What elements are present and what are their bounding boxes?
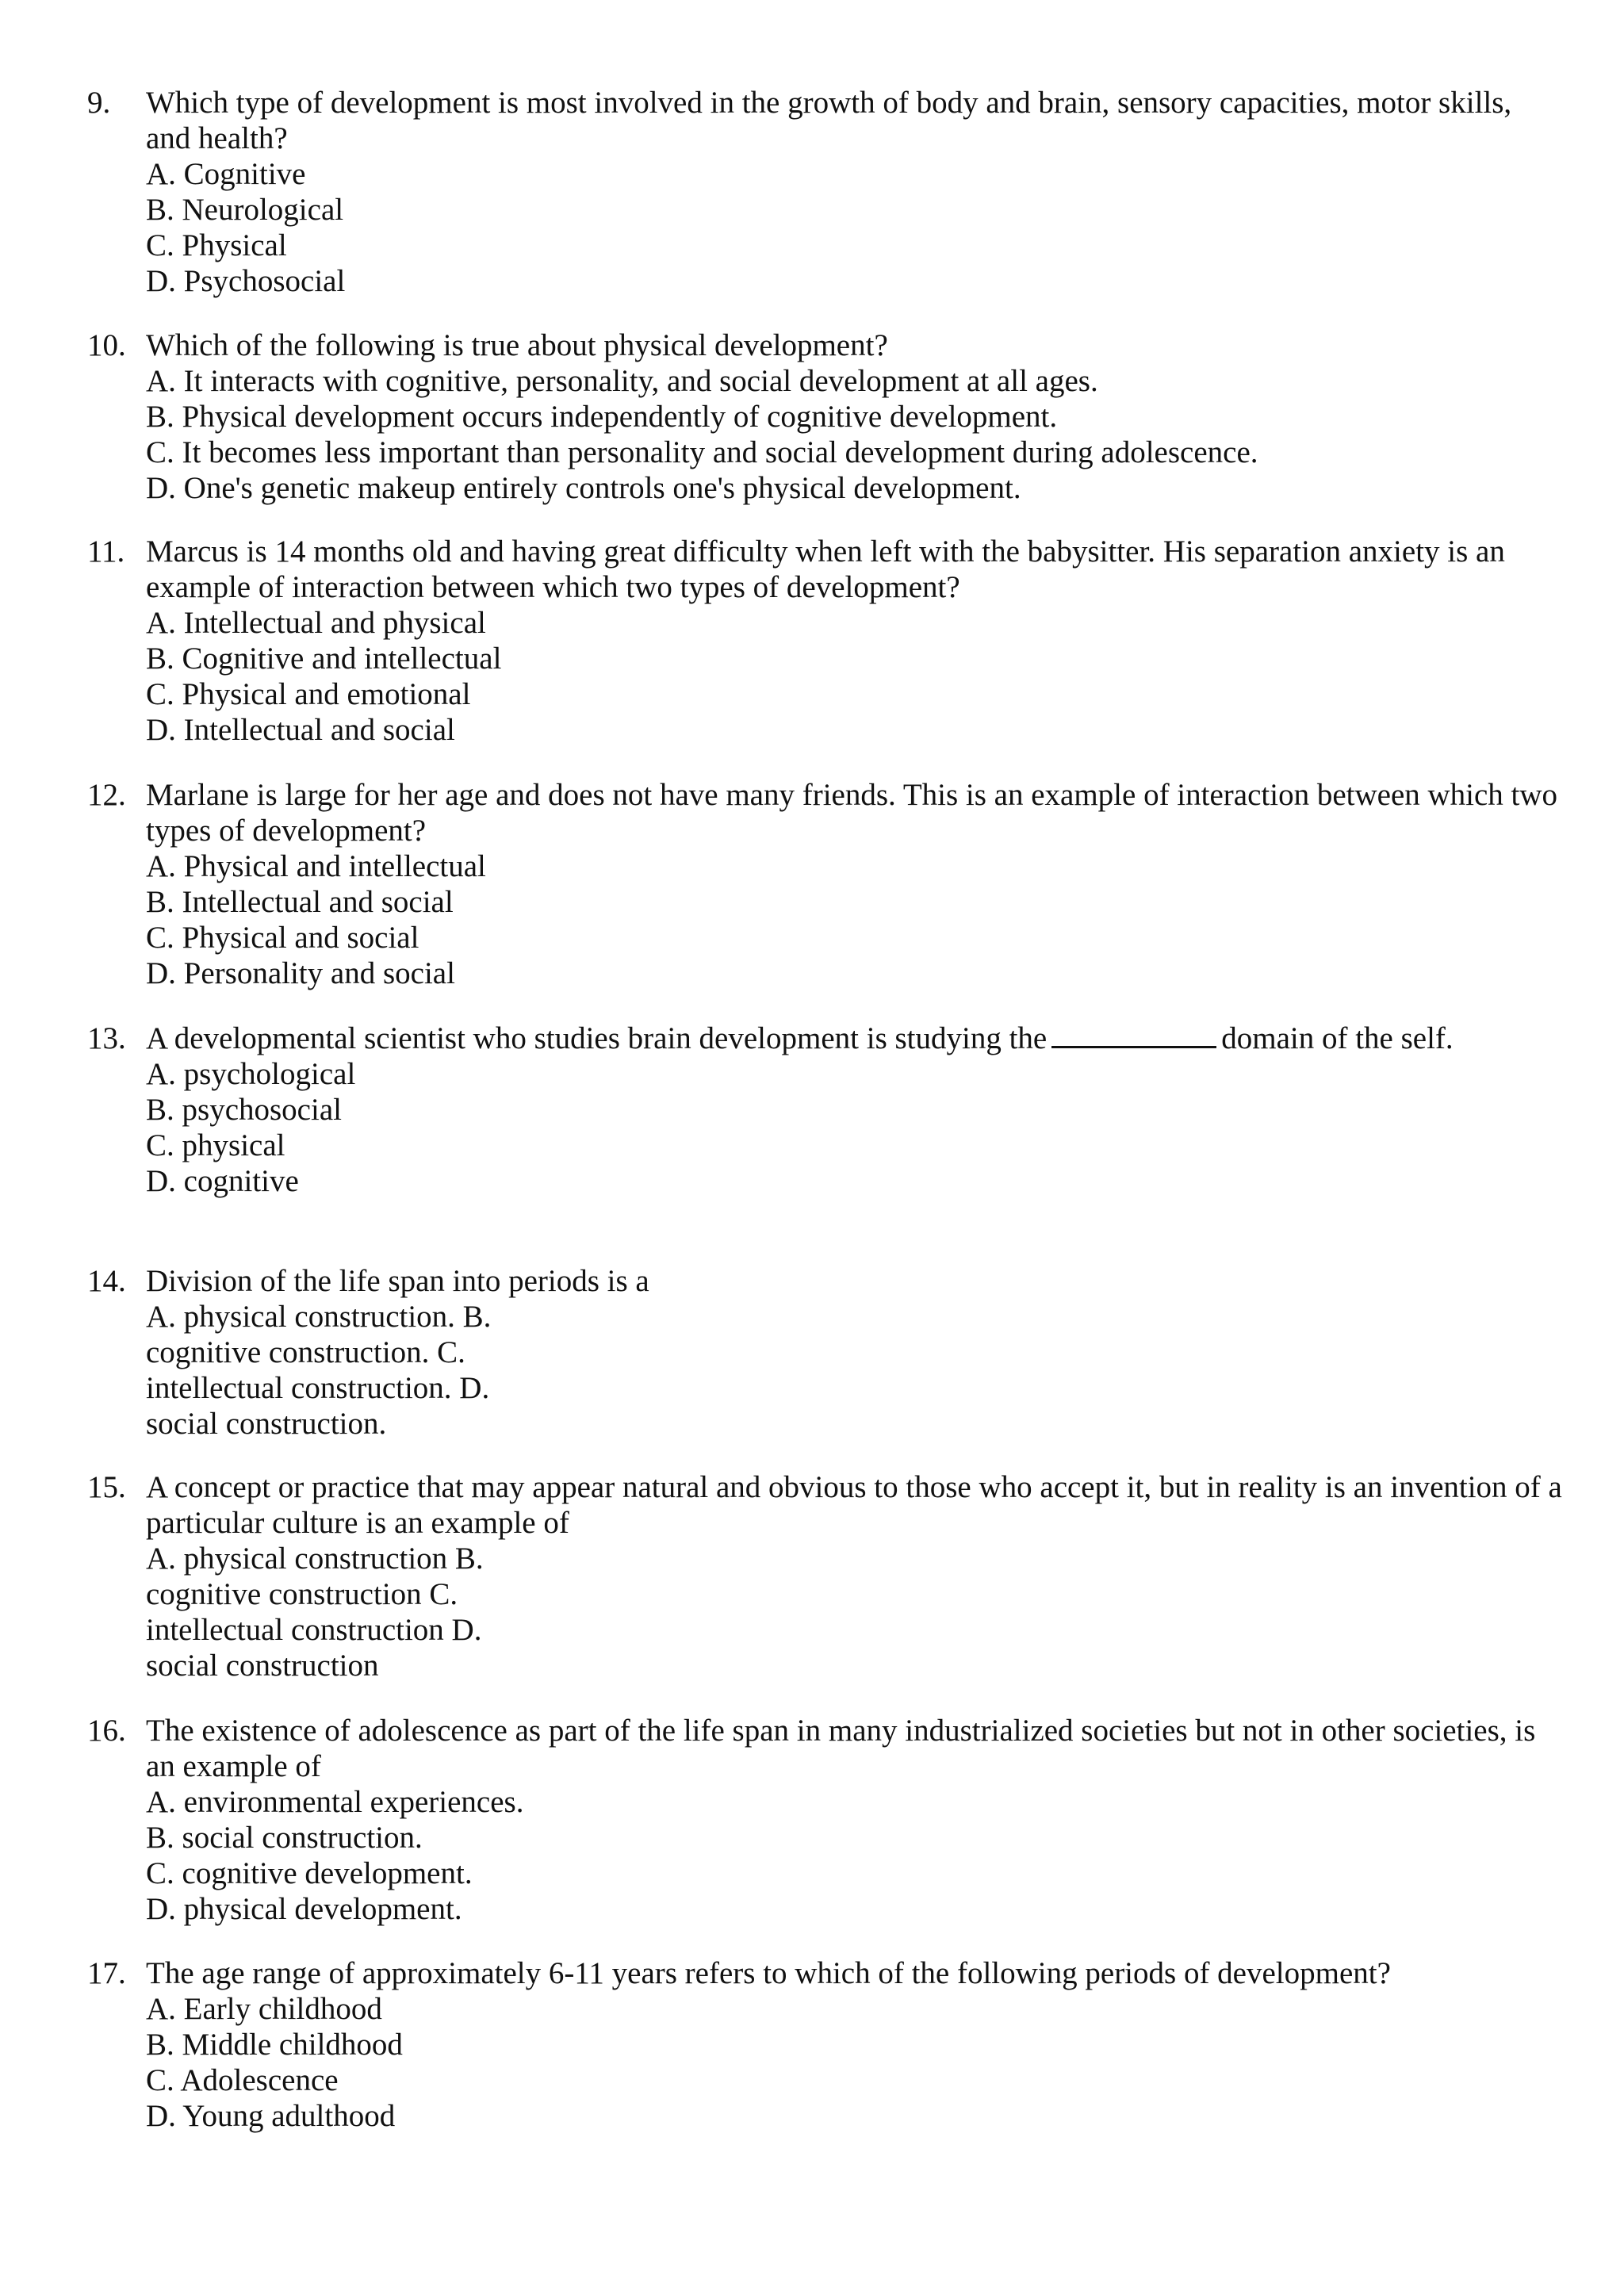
question-number: 17.: [87, 1956, 126, 1990]
question-stem: Marcus is 14 months old and having great difficulty when left with the babysitter. His separation anxiety is an example of interaction between which two types of development?: [146, 534, 1505, 604]
question-stem: The existence of adolescence as part of the life span in many industrialized societies but not in other societies, is an example of: [146, 1714, 1536, 1783]
question-stem: Which type of development is most involved in the growth of body and brain, sensory capacities, motor skills, and health?: [146, 86, 1512, 155]
answer-option-b: B. social construction.: [146, 1821, 423, 1855]
answer-options-line: cognitive construction C.: [146, 1577, 458, 1611]
answer-option-c: C. cognitive development.: [146, 1856, 473, 1890]
answer-option-c: C. Adolescence: [146, 2063, 339, 2097]
question-stem: The age range of approximately 6-11 years refers to which of the following periods of development?: [146, 1956, 1391, 1990]
question-stem: A concept or practice that may appear natural and obvious to those who accept it, but in reality is an invention of a particular culture is an example of: [146, 1470, 1562, 1540]
answer-option-a: A. Cognitive: [146, 157, 306, 191]
question-14: [87, 1263, 1562, 1442]
answer-option-d: D. Young adulthood: [146, 2099, 396, 2133]
answer-options-line: A. physical construction. B.: [146, 1300, 492, 1334]
question-number: 14.: [87, 1264, 126, 1298]
answer-option-c: C. Physical and social: [146, 921, 419, 955]
question-number: 13.: [87, 1021, 126, 1055]
answer-option-d: D. Psychosocial: [146, 264, 346, 298]
question-stem-after-blank: domain of the self.: [1221, 1021, 1454, 1055]
question-17: [87, 1955, 1562, 2134]
question-number: 15.: [87, 1470, 126, 1504]
answer-option-c: C. Physical and emotional: [146, 677, 471, 711]
answer-options-line: intellectual construction. D.: [146, 1371, 490, 1405]
question-16: [87, 1713, 1562, 1927]
question-11: [87, 534, 1562, 748]
question-stem-before-blank: A developmental scientist who studies brain development is studying the: [146, 1021, 1048, 1055]
question-15: [87, 1469, 1562, 1683]
answer-option-a: A. Early childhood: [146, 1992, 382, 2026]
question-stem: Marlane is large for her age and does not have many friends. This is an example of interaction between which two types of development?: [146, 778, 1558, 848]
answer-options-line: social construction.: [146, 1407, 387, 1441]
answer-option-b: B. Middle childhood: [146, 2028, 403, 2062]
fill-in-blank-line: [1051, 1022, 1216, 1048]
answer-option-d: D. Personality and social: [146, 956, 455, 990]
question-number: 9.: [87, 86, 111, 120]
answer-options-line: A. physical construction B.: [146, 1541, 484, 1576]
question-10: [87, 327, 1562, 506]
answer-option-a: A. Physical and intellectual: [146, 849, 486, 883]
question-stem: Division of the life span into periods is a: [146, 1264, 649, 1298]
answer-option-b: B. Neurological: [146, 193, 344, 227]
answer-option-b: B. Cognitive and intellectual: [146, 641, 502, 676]
answer-option-c: C. Physical: [146, 228, 287, 262]
question-number: 11.: [87, 534, 125, 569]
answer-option-b: B. Physical development occurs independently of cognitive development.: [146, 400, 1058, 434]
question-stem: [146, 1021, 1562, 1056]
answer-option-a: A. psychological: [146, 1057, 356, 1091]
answer-option-c: C. It becomes less important than personality and social development during adolescence.: [146, 435, 1258, 469]
question-number: 10.: [87, 328, 126, 362]
answer-option-d: D. Intellectual and social: [146, 713, 455, 747]
answer-options-line: social construction: [146, 1649, 379, 1683]
question-12: [87, 777, 1562, 991]
answer-options-line: cognitive construction. C.: [146, 1335, 465, 1369]
question-number: 16.: [87, 1714, 126, 1748]
answer-option-b: B. psychosocial: [146, 1093, 342, 1127]
answer-option-a: A. Intellectual and physical: [146, 606, 486, 640]
answer-option-c: C. physical: [146, 1128, 285, 1162]
answer-option-d: D. physical development.: [146, 1892, 462, 1926]
answer-options-line: intellectual construction D.: [146, 1613, 482, 1647]
answer-option-b: B. Intellectual and social: [146, 885, 454, 919]
question-9: [87, 85, 1562, 299]
answer-option-a: A. environmental experiences.: [146, 1785, 524, 1819]
answer-option-d: D. cognitive: [146, 1164, 299, 1198]
answer-option-d: D. One's genetic makeup entirely controls one's physical development.: [146, 471, 1021, 505]
question-stem: Which of the following is true about physical development?: [146, 328, 888, 362]
answer-option-a: A. It interacts with cognitive, personality, and social development at all ages.: [146, 364, 1098, 398]
question-13: [87, 1021, 1562, 1199]
question-number: 12.: [87, 778, 126, 812]
